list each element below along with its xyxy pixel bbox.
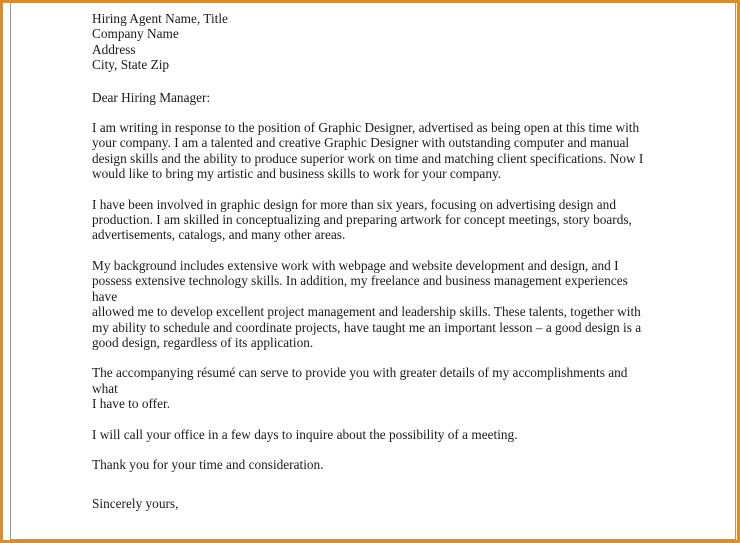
recipient-address-block: [92, 11, 652, 73]
body-paragraph-3: My background includes extensive work with webpage and website development and design, and I possess extensive technology skills. In addition, my freelance and business management experiences have allowed me to develop excellent project management and leadership skills. These talents, together with my ability to schedule and coordinate projects, have taught me an important lesson – a good design is a good design, regardless of its application.: [92, 257, 642, 350]
recipient-city-state-zip: City, State Zip: [92, 57, 170, 73]
cover-letter: [92, 11, 652, 512]
body-paragraph-5: I will call your office in a few days to inquire about the possibility of a meeting.: [92, 426, 518, 442]
recipient-name-title: Hiring Agent Name, Title: [92, 11, 228, 26]
body-paragraph-1: I am writing in response to the position of Graphic Designer, advertised as being open at this time with your company. I am a talented and creative Graphic Designer with outstanding computer and manual design skills and the ability to produce superior work on time and matching client specifications. Now I would like to bring my artistic and business skills to work for your company.: [92, 120, 644, 182]
closing: Sincerely yours,: [92, 496, 179, 512]
body-paragraph-6: Thank you for your time and consideration.: [92, 456, 324, 472]
salutation: Dear Hiring Manager:: [92, 89, 211, 105]
recipient-address: Address: [92, 41, 136, 57]
body-paragraph-2: I have been involved in graphic design for more than six years, focusing on advertising design and production. I am skilled in conceptualizing and preparing artwork for concept meetings, story boards, advertisements, catalogs, and many other areas.: [92, 196, 632, 243]
body-paragraph-4: The accompanying résumé can serve to provide you with greater details of my accomplishments and what I have to offer.: [92, 365, 628, 412]
recipient-company: Company Name: [92, 26, 179, 42]
